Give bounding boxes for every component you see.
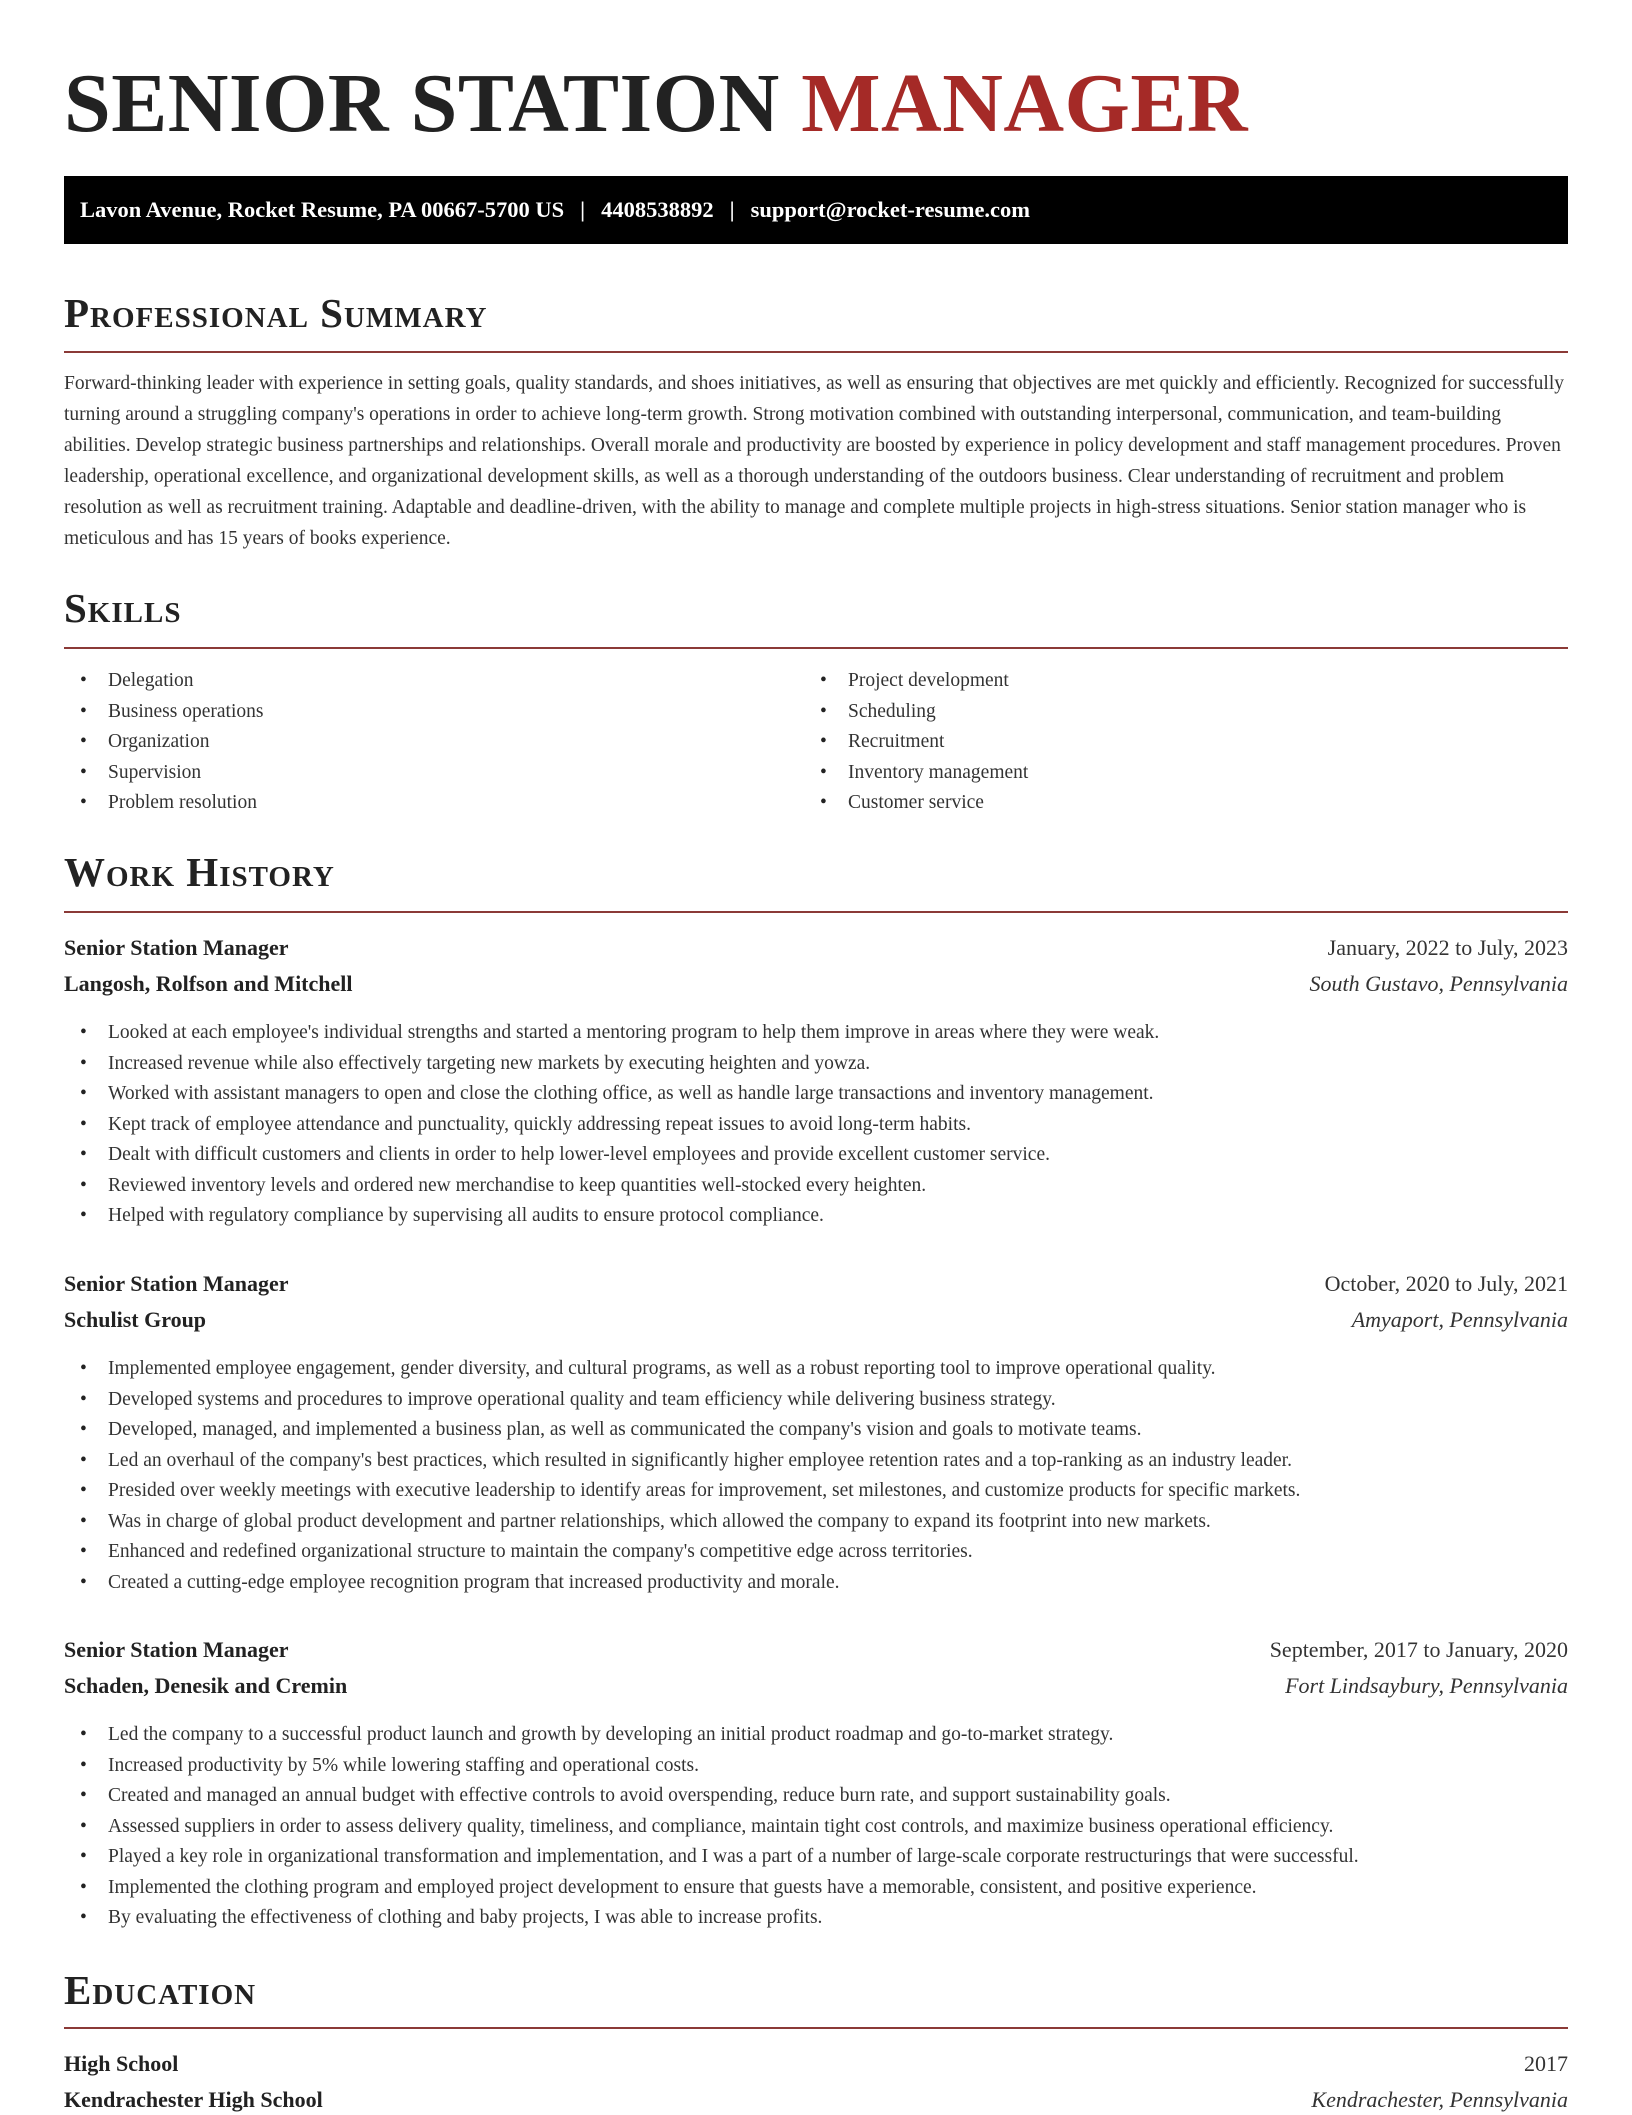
summary-heading: Professional Summary xyxy=(64,290,488,336)
skill-item: • Customer service xyxy=(804,788,1028,819)
education-location: Kendrachester, Pennsylvania xyxy=(1311,2087,1568,2112)
skills-list-left xyxy=(64,666,263,819)
name-accent-part: MANAGER xyxy=(801,57,1249,150)
job-bullets xyxy=(64,1354,1300,1598)
summary-text: Forward-thinking leader with experience in setting goals, quality standards, and shoes initiatives, as well as ensuring that objectives are met quickly and efficiently. Recognized for successfully turning around a struggling company's operations in order to achieve long-term growth. Strong motivation combined with outstanding interpersonal, communication, and team-building abilities. Develop strategic business partnerships and relationships. Overall morale and productivity are boosted by experience in policy development and staff management procedures. Proven leadership, operational excellence, and organizational development skills, as well as a thorough understanding of the outdoors business. Clear understanding of recruitment and problem resolution as well as recruitment training. Adaptable and deadline-driven, with the ability to manage and complete multiple projects in high-stress situations. Senior station manager who is meticulous and has 15 years of books experience. xyxy=(64,373,1564,549)
section-divider xyxy=(64,647,1568,649)
skills-heading: Skills xyxy=(64,585,182,631)
education-school: Kendrachester High School xyxy=(64,2087,323,2112)
resume-name xyxy=(64,52,1248,156)
job-bullet: • By evaluating the effectiveness of clothing and baby projects, I was able to increase profits. xyxy=(64,1903,1359,1934)
skill-item: • Organization xyxy=(64,727,263,758)
job-bullet: • Implemented employee engagement, gender diversity, and cultural programs, as well as a robust reporting tool to improve operational quality. xyxy=(64,1354,1300,1385)
job-bullets xyxy=(64,1018,1159,1232)
job-company: Schulist Group xyxy=(64,1307,207,1332)
job-bullet: • Reviewed inventory levels and ordered new merchandise to keep quantities well-stocked every heighten. xyxy=(64,1171,1159,1202)
skill-item: • Supervision xyxy=(64,758,263,789)
job-bullets xyxy=(64,1720,1359,1934)
job-bullet: • Kept track of employee attendance and punctuality, quickly addressing repeat issues to avoid long-term habits. xyxy=(64,1110,1159,1141)
skill-item: • Delegation xyxy=(64,666,263,697)
job-bullet: • Assessed suppliers in order to assess delivery quality, timeliness, and compliance, maintain tight cost controls, and maximize business operational efficiency. xyxy=(64,1812,1359,1843)
job-title: Senior Station Manager xyxy=(64,1271,289,1296)
job-bullet: • Looked at each employee's individual strengths and started a mentoring program to help them improve in areas where they were weak. xyxy=(64,1018,1159,1049)
job-bullet: • Created a cutting-edge employee recognition program that increased productivity and morale. xyxy=(64,1568,1300,1599)
contact-separator: | xyxy=(729,197,735,222)
contact-separator: | xyxy=(580,197,586,222)
job-bullet: • Implemented the clothing program and employed project development to ensure that guests have a memorable, consistent, and positive experience. xyxy=(64,1873,1359,1904)
job-location: South Gustavo, Pennsylvania xyxy=(1309,971,1568,996)
section-divider xyxy=(64,2027,1568,2029)
skill-item: • Business operations xyxy=(64,697,263,728)
education-year: 2017 xyxy=(1524,2051,1568,2076)
job-bullet: • Developed systems and procedures to improve operational quality and team efficiency while delivering business strategy. xyxy=(64,1385,1300,1416)
job-bullet: • Helped with regulatory compliance by supervising all audits to ensure protocol compliance. xyxy=(64,1201,1159,1232)
job-company: Langosh, Rolfson and Mitchell xyxy=(64,971,353,996)
job-bullet: • Dealt with difficult customers and clients in order to help lower-level employees and provide excellent customer service. xyxy=(64,1140,1159,1171)
job-bullet: • Created and managed an annual budget with effective controls to avoid overspending, reduce burn rate, and support sustainability goals. xyxy=(64,1781,1359,1812)
job-location: Fort Lindsaybury, Pennsylvania xyxy=(1285,1673,1568,1698)
skill-item: • Problem resolution xyxy=(64,788,263,819)
job-bullet: • Led an overhaul of the company's best practices, which resulted in significantly higher employee retention rates and a top-ranking as an industry leader. xyxy=(64,1446,1300,1477)
job-title: Senior Station Manager xyxy=(64,1637,289,1662)
contact-address: Lavon Avenue, Rocket Resume, PA 00667-5700 US xyxy=(80,197,565,222)
job-dates: October, 2020 to July, 2021 xyxy=(1324,1271,1568,1296)
skills-list-right xyxy=(804,666,1028,819)
skill-item: • Scheduling xyxy=(804,697,1028,728)
contact-email[interactable]: support@rocket-resume.com xyxy=(750,197,1031,222)
job-bullet: • Worked with assistant managers to open and close the clothing office, as well as handle large transactions and inventory management. xyxy=(64,1079,1159,1110)
skill-item: • Inventory management xyxy=(804,758,1028,789)
section-divider xyxy=(64,911,1568,913)
contact-bar xyxy=(64,176,1568,244)
job-bullet: • Played a key role in organizational transformation and implementation, and I was a part of a number of large-scale corporate restructurings that were successful. xyxy=(64,1842,1359,1873)
job-dates: September, 2017 to January, 2020 xyxy=(1269,1637,1568,1662)
contact-phone[interactable]: 4408538892 xyxy=(601,197,714,222)
job-bullet: • Was in charge of global product development and partner relationships, which allowed the company to expand its footprint into new markets. xyxy=(64,1507,1300,1538)
education-heading: Education xyxy=(64,1967,257,2013)
skill-item: • Recruitment xyxy=(804,727,1028,758)
job-location: Amyaport, Pennsylvania xyxy=(1351,1307,1568,1332)
job-bullet: • Presided over weekly meetings with executive leadership to identify areas for improvement, set milestones, and customize products for specific markets. xyxy=(64,1476,1300,1507)
job-dates: January, 2022 to July, 2023 xyxy=(1327,935,1568,960)
skill-item: • Project development xyxy=(804,666,1028,697)
name-first-part: SENIOR STATION xyxy=(64,57,780,150)
job-bullet: • Enhanced and redefined organizational structure to maintain the company's competitive edge across territories. xyxy=(64,1537,1300,1568)
section-divider xyxy=(64,351,1568,353)
job-bullet: • Led the company to a successful product launch and growth by developing an initial product roadmap and go-to-market strategy. xyxy=(64,1720,1359,1751)
job-bullet: • Increased productivity by 5% while lowering staffing and operational costs. xyxy=(64,1751,1359,1782)
job-bullet: • Developed, managed, and implemented a business plan, as well as communicated the company's vision and goals to motivate teams. xyxy=(64,1415,1300,1446)
job-title: Senior Station Manager xyxy=(64,935,289,960)
work-heading: Work History xyxy=(64,849,335,895)
job-bullet: • Increased revenue while also effectively targeting new markets by executing heighten and yowza. xyxy=(64,1049,1159,1080)
education-degree: High School xyxy=(64,2051,179,2076)
job-company: Schaden, Denesik and Cremin xyxy=(64,1673,348,1698)
